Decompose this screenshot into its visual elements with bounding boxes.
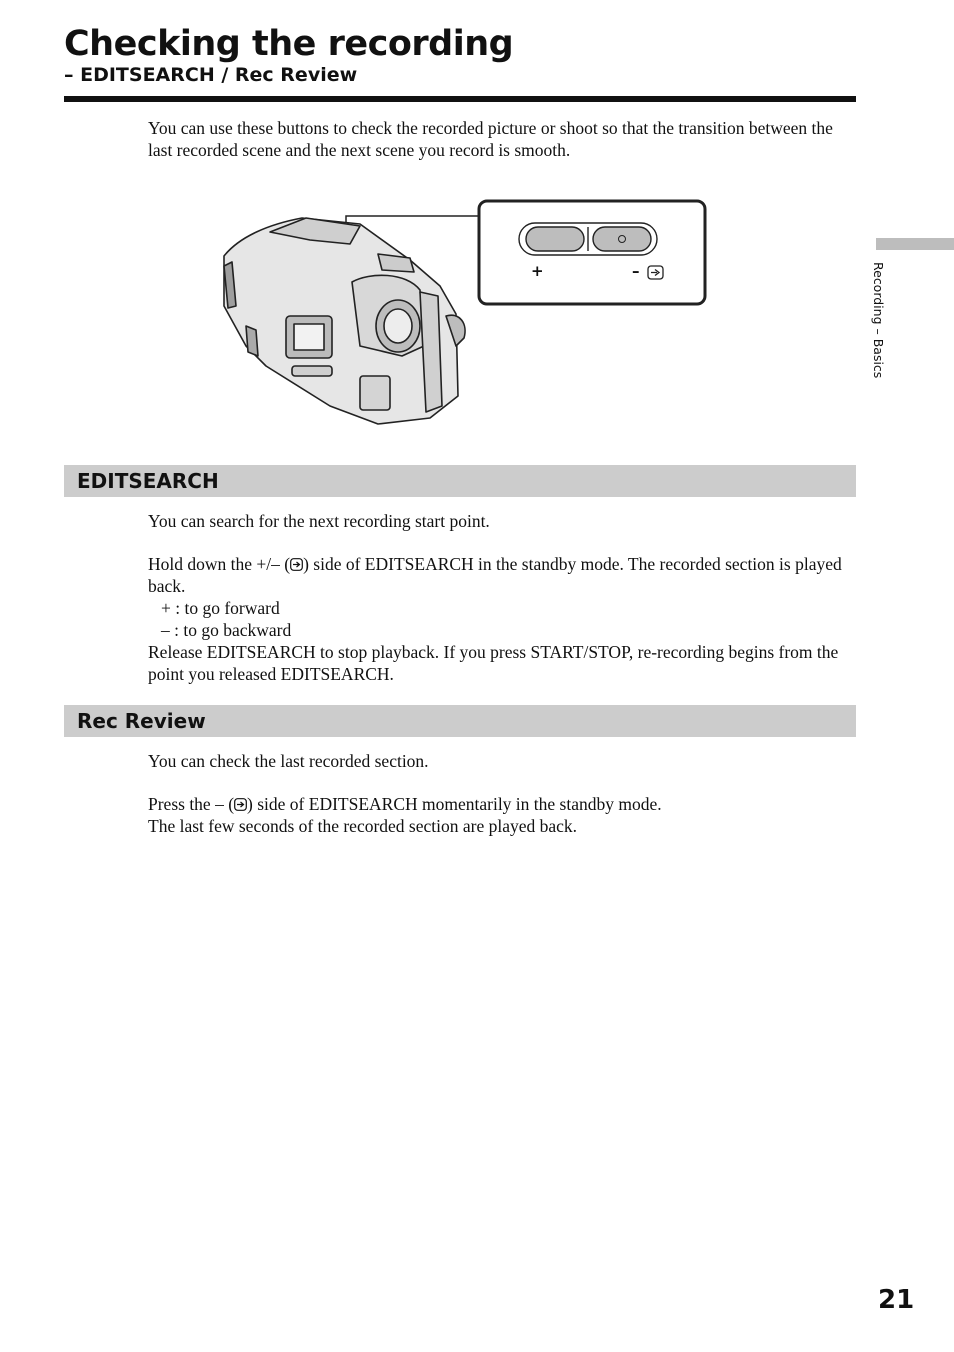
plus-label: + — [531, 262, 544, 280]
playback-symbol-icon — [648, 266, 663, 279]
rec-review-instructions — [148, 793, 860, 837]
editsearch-intro: You can search for the next recording start point. — [148, 511, 490, 531]
page-subtitle: – EDITSEARCH / Rec Review — [64, 64, 358, 86]
editsearch-release-text: Release EDITSEARCH to stop playback. If you press START/STOP, re-recording begins from the point you released EDITSEARCH. — [148, 642, 839, 684]
title-rule — [64, 96, 856, 102]
side-tab-label: Recording – Basics — [871, 262, 886, 379]
rec-review-p2-end: ) side of EDITSEARCH momentarily in the standby mode. — [247, 794, 662, 814]
rec-review-heading: Rec Review — [77, 709, 206, 733]
editsearch-p2-start: Hold down the +/– ( — [148, 554, 291, 574]
intro-paragraph: You can use these buttons to check the recorded picture or shoot so that the transition between the last recorded scene and the next scene you record is smooth. — [148, 118, 833, 160]
editsearch-heading: EDITSEARCH — [77, 469, 219, 493]
editsearch-heading-bar — [64, 465, 856, 497]
side-tab-marker — [876, 238, 954, 250]
playback-symbol-icon — [290, 558, 303, 571]
list-item-forward: + : to go forward — [161, 598, 280, 618]
rec-review-p2-start: Press the – ( — [148, 794, 235, 814]
rec-review-playback-text: The last few seconds of the recorded section are played back. — [148, 816, 578, 836]
camcorder-illustration — [210, 196, 710, 432]
list-item-backward: – : to go backward — [161, 620, 292, 640]
playback-symbol-icon — [234, 798, 247, 811]
editsearch-illustration — [210, 196, 710, 432]
editsearch-instructions — [148, 553, 860, 685]
rec-review-intro: You can check the last recorded section. — [148, 751, 429, 771]
rec-review-heading-bar — [64, 705, 856, 737]
page-title: Checking the recording — [64, 24, 514, 64]
minus-label: – — [632, 262, 640, 280]
page-number: 21 — [878, 1285, 915, 1315]
editsearch-p2-end: ) side of EDITSEARCH in the standby mode. The recorded section is played back. — [148, 554, 842, 596]
